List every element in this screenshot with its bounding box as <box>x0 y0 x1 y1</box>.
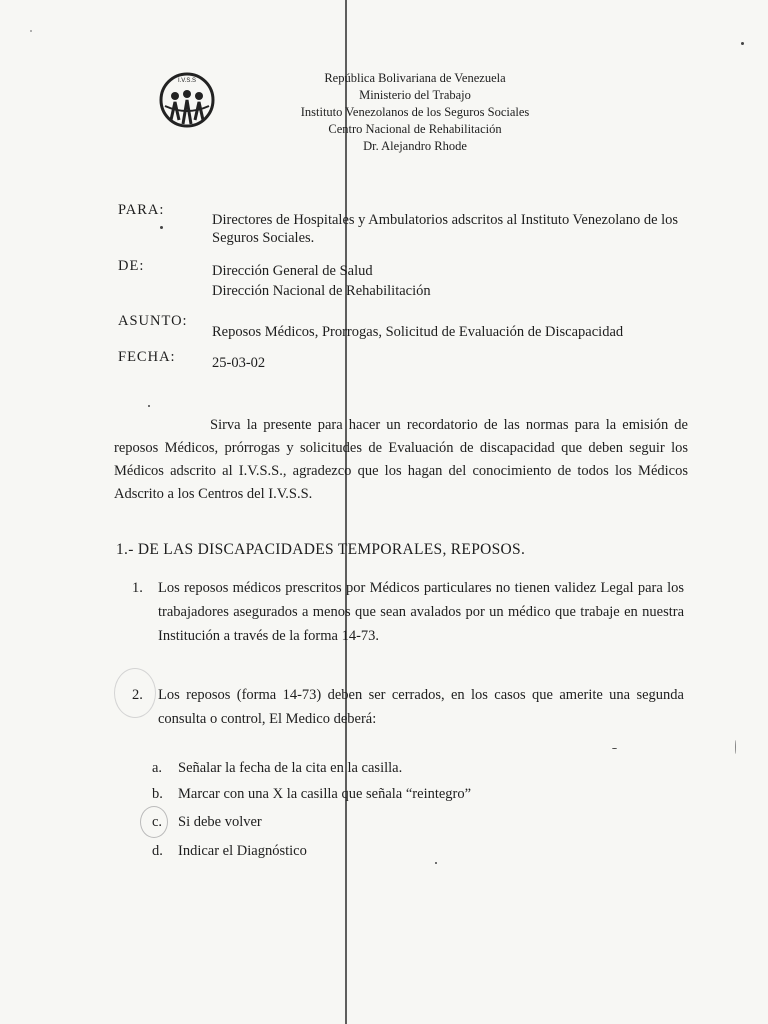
header-line: Centro Nacional de Rehabilitación <box>328 122 502 136</box>
item-text: Los reposos (forma 14-73) deben ser cerrados, en los casos que amerite una segunda consulta o control, El Medico deberá: <box>158 687 684 727</box>
sub-item <box>152 841 307 861</box>
sub-item-text: Indicar el Diagnóstico <box>178 843 307 859</box>
sub-item-letter: b. <box>152 786 163 802</box>
list-item <box>132 683 684 731</box>
header-line: Ministerio del Trabajo <box>359 88 471 102</box>
scan-mark-circle <box>140 806 168 838</box>
item-text: Los reposos médicos prescritos por Médicos particulares no tienen validez Legal para los trabajadores asegurados a menos que sean avalados por un médico que trabaje en nuestra Institución a través de la forma 14-73. <box>158 580 684 644</box>
asunto-value: Reposos Médicos, Prorrogas, Solicitud de Evaluación de Discapacidad <box>212 324 624 340</box>
institution-header <box>250 70 580 155</box>
sub-item-letter: d. <box>152 843 163 859</box>
item-number: 2. <box>132 687 143 703</box>
scan-speck <box>735 740 736 754</box>
para-label: PARA: <box>118 202 165 218</box>
scan-speck <box>30 30 32 32</box>
de-value-2: Dirección Nacional de Rehabilitación <box>212 283 431 299</box>
asunto-label: ASUNTO: <box>118 313 188 329</box>
sub-item-letter: c. <box>152 814 163 830</box>
item-number: 1. <box>132 580 143 596</box>
section-title: 1.- DE LAS DISCAPACIDADES TEMPORALES, REPOSOS. <box>116 541 526 558</box>
fecha-label: FECHA: <box>118 349 176 365</box>
scan-speck <box>435 862 437 864</box>
scan-speck <box>612 748 617 749</box>
sub-item-text: Señalar la fecha de la cita en la casilla. <box>178 760 403 776</box>
sub-item-letter: a. <box>152 760 163 776</box>
intro-paragraph <box>114 414 688 506</box>
sub-item <box>152 812 262 832</box>
fecha-value: 25-03-02 <box>212 355 266 371</box>
scan-speck <box>160 226 163 229</box>
header-line: Dr. Alejandro Rhode <box>363 139 467 153</box>
header-line: Instituto Venezolanos de los Seguros Sociales <box>300 105 530 119</box>
sub-item-text: Marcar con una X la casilla que señala “reintegro” <box>178 786 472 802</box>
ivss-logo-icon <box>155 70 219 134</box>
intro-text: Sirva la presente para hacer un recordatorio de las normas para la emisión de reposos Médicos, prórrogas y solicitudes de Evaluación de discapacidad que deben seguir los Médicos adscrito al I.V.S.S., agradezco que los hagan del conocimiento de todos los Médicos Adscrito a los Centros del I.V.S.S. <box>114 417 688 502</box>
sub-item <box>152 758 402 778</box>
scan-speck <box>741 42 744 45</box>
scan-speck <box>148 405 150 407</box>
scan-mark-circle <box>114 668 156 718</box>
de-value-1: Dirección General de Salud <box>212 263 373 279</box>
list-item <box>132 576 684 648</box>
header-line: República Bolivariana de Venezuela <box>324 71 506 85</box>
logo-text: I.V.S.S <box>177 78 197 84</box>
sub-item-text: Si debe volver <box>178 814 262 830</box>
para-value: Directores de Hospitales y Ambulatorios adscritos al Instituto Venezolano de los Seguros Sociales. <box>212 212 679 246</box>
de-label: DE: <box>118 258 145 274</box>
sub-item <box>152 784 471 804</box>
